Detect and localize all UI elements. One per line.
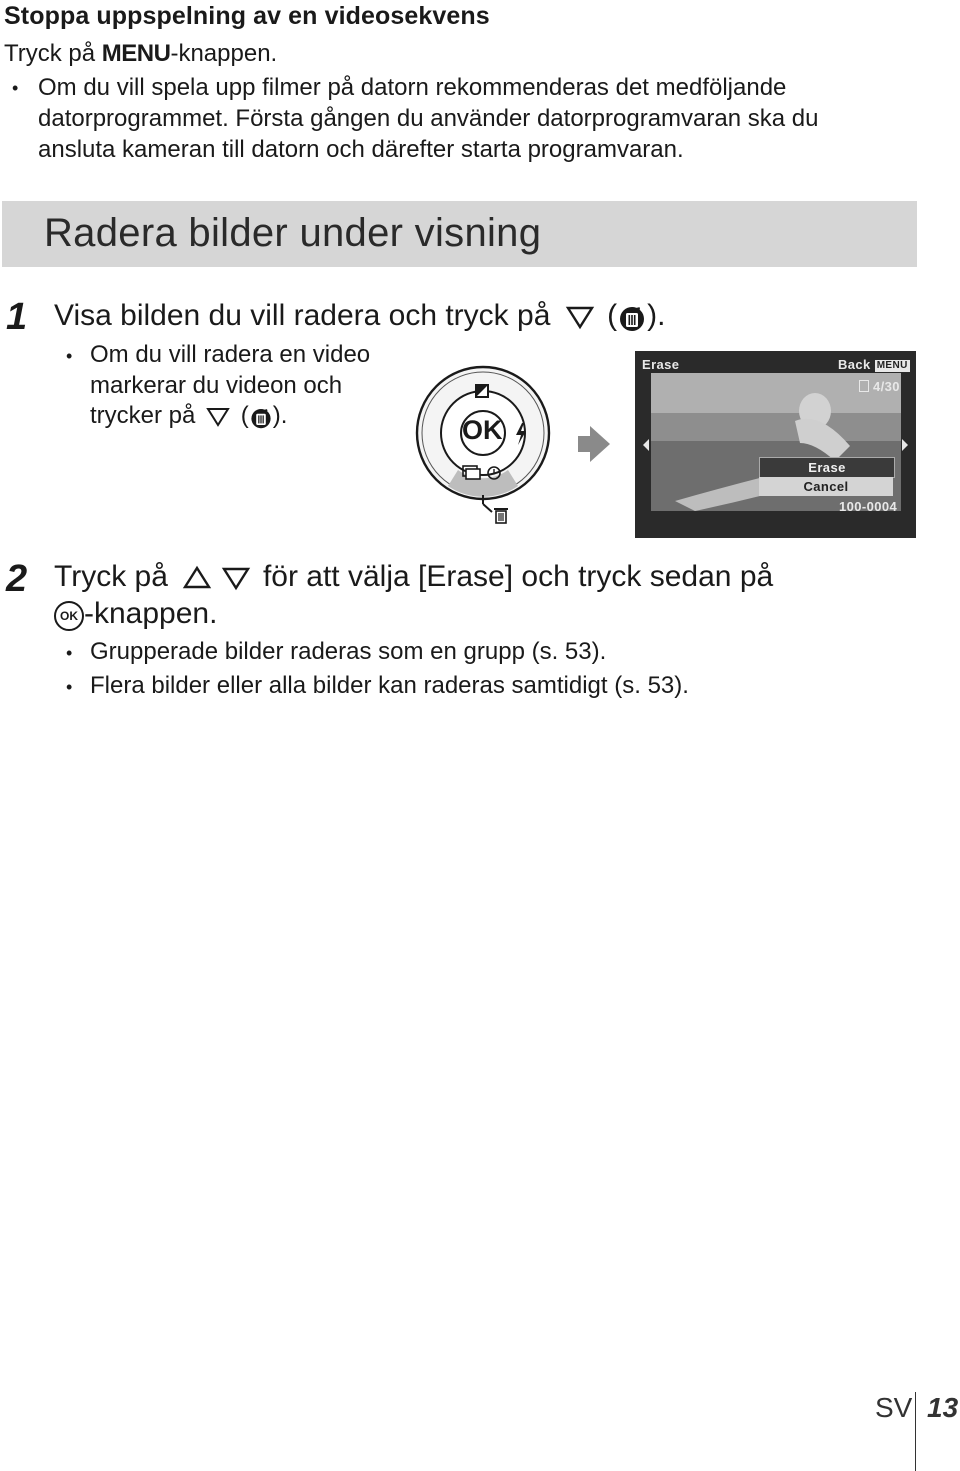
down-triangle-icon — [565, 304, 595, 330]
banner-title: Radera bilder under visning — [44, 211, 542, 255]
step-1-number: 1 — [6, 296, 28, 338]
screen-back-label: Back — [838, 357, 871, 372]
step-1-bullet-line-1: Om du vill radera en video — [90, 341, 371, 368]
ok-circle-icon: OK — [54, 601, 84, 631]
bullet-dot: • — [66, 346, 73, 366]
step-2-bullet-1: Grupperade bilder raderas som en grupp (s. 53). — [90, 638, 607, 665]
intro-bullet-line-3: ansluta kameran till datorn och därefter starta programvaran. — [38, 136, 684, 163]
step-1-paren-close: ). — [647, 299, 666, 332]
bullet-dot: • — [12, 78, 19, 98]
popup-cancel-option[interactable]: Cancel — [759, 477, 893, 496]
step-2-text-line-2-suffix: -knappen. — [84, 597, 218, 630]
trash-icon — [249, 403, 273, 431]
screen-counter: 4/30 — [873, 379, 900, 394]
footer-divider — [915, 1392, 916, 1471]
arrow-left-icon — [642, 439, 650, 451]
camera-screen — [635, 351, 916, 538]
press-suffix: -knappen. — [170, 40, 278, 67]
down-triangle-icon — [221, 565, 251, 591]
trash-icon — [617, 300, 647, 334]
step-1-bullet-line-3 — [90, 402, 287, 431]
footer-page-number: 13 — [927, 1392, 959, 1423]
step-1-bullet-paren-open: ( — [240, 402, 249, 429]
section-heading: Stoppa uppspelning av en videosekvens — [4, 2, 490, 30]
step-1-paren-open: ( — [607, 299, 618, 332]
intro-bullet-line-1: Om du vill spela upp filmer på datorn rekommenderas det medföljande — [38, 74, 787, 101]
step-2-text-middle: för att välja [Erase] och tryck sedan på — [262, 560, 774, 593]
screen-file-number: 100-0004 — [839, 499, 898, 514]
footer-language: SV — [875, 1392, 913, 1423]
menu-word: MENU — [101, 40, 171, 67]
step-1-text-prefix: Visa bilden du vill radera och tryck på — [54, 299, 551, 332]
up-triangle-icon — [182, 565, 212, 591]
screen-back — [838, 357, 910, 372]
step-2-bullet-2: Flera bilder eller alla bilder kan raderas samtidigt (s. 53). — [90, 672, 689, 699]
step-1-text — [54, 299, 665, 334]
step-1-bullet-line-2: markerar du videon och — [90, 372, 343, 399]
step-1-bullet-line-3-text: trycker på — [90, 402, 196, 429]
control-dial-illustration — [412, 362, 554, 532]
screen-counter-row — [859, 379, 900, 394]
arrow-right-icon — [578, 424, 612, 464]
step-2-text-line-2 — [54, 597, 217, 631]
intro-bullet-line-2: datorprogrammet. Första gången du använder datorprogramvaran ska du — [38, 105, 819, 132]
popup-erase-option[interactable]: Erase — [759, 457, 895, 478]
press-prefix: Tryck på — [4, 40, 102, 67]
step-2-text — [54, 560, 773, 594]
ok-button-label: OK — [462, 415, 503, 445]
sd-card-icon — [859, 380, 869, 392]
press-menu-line — [4, 38, 277, 69]
step-2-number: 2 — [6, 558, 28, 600]
bullet-dot: • — [66, 677, 73, 697]
section-banner — [2, 201, 917, 267]
screen-menu-badge: MENU — [876, 360, 908, 371]
screen-title: Erase — [642, 357, 680, 372]
down-triangle-icon — [206, 406, 230, 428]
step-2-text-prefix: Tryck på — [54, 560, 168, 593]
step-1-bullet-paren-close: ). — [272, 402, 288, 429]
arrow-right-small-icon — [901, 439, 909, 451]
bullet-dot: • — [66, 643, 73, 663]
